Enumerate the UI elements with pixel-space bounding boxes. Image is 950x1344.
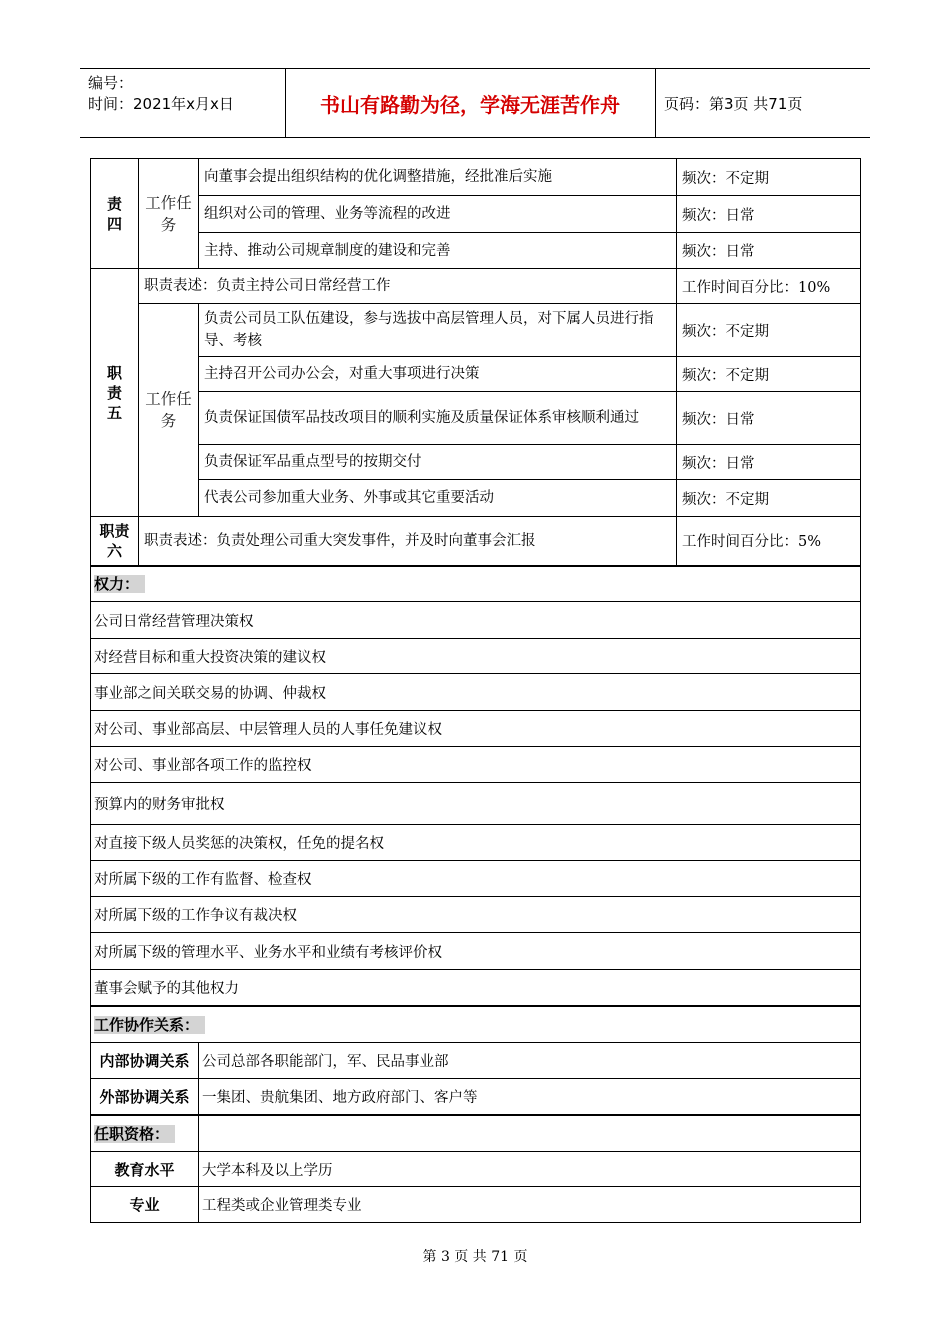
duty5-label: 职责五 xyxy=(91,269,139,517)
task-text: 负责保证军品重点型号的按期交付 xyxy=(199,445,677,480)
power-item: 预算内的财务审批权 xyxy=(91,783,861,825)
table-row xyxy=(91,196,861,233)
power-item: 对公司、事业部各项工作的监控权 xyxy=(91,747,861,783)
list-item xyxy=(91,970,861,1006)
table-row xyxy=(91,1079,861,1115)
task-frequency: 频次：日常 xyxy=(677,233,861,269)
task-text: 组织对公司的管理、业务等流程的改进 xyxy=(199,196,677,233)
table-row xyxy=(91,392,861,445)
power-item: 事业部之间关联交易的协调、仲裁权 xyxy=(91,674,861,711)
qualifications-heading-text: 任职资格： xyxy=(94,1125,175,1143)
header-page-number: 页码：第3页 共71页 xyxy=(664,94,803,113)
table-row xyxy=(91,233,861,269)
duty4-label: 责四 xyxy=(91,159,139,269)
list-item xyxy=(91,825,861,861)
task-text: 代表公司参加重大业务、外事或其它重要活动 xyxy=(199,480,677,517)
table-row xyxy=(91,566,861,602)
table-row xyxy=(91,517,861,566)
header-divider xyxy=(655,69,656,137)
duty5-description: 职责表述：负责主持公司日常经营工作 xyxy=(139,269,677,304)
education-label: 教育水平 xyxy=(91,1152,199,1187)
education-value: 大学本科及以上学历 xyxy=(199,1152,861,1187)
table-row xyxy=(91,1187,861,1223)
relations-heading xyxy=(91,1006,861,1043)
major-label: 专业 xyxy=(91,1187,199,1223)
power-item: 对公司、事业部高层、中层管理人员的人事任免建议权 xyxy=(91,711,861,747)
task-frequency: 频次：日常 xyxy=(677,196,861,233)
table-row xyxy=(91,445,861,480)
list-item xyxy=(91,711,861,747)
task-frequency: 频次：日常 xyxy=(677,445,861,480)
internal-relations-label: 内部协调关系 xyxy=(91,1043,199,1079)
duty6-time-percent: 工作时间百分比：5% xyxy=(677,517,861,566)
power-item: 对直接下级人员奖惩的决策权，任免的提名权 xyxy=(91,825,861,861)
list-item xyxy=(91,933,861,970)
header-meta xyxy=(88,73,288,115)
list-item xyxy=(91,897,861,933)
external-relations-label: 外部协调关系 xyxy=(91,1079,199,1115)
list-item xyxy=(91,783,861,825)
task-text: 负责公司员工队伍建设，参与选拔中高层管理人员，对下属人员进行指导、考核 xyxy=(199,304,677,357)
duty4-task-label: 工作任务 xyxy=(139,159,199,269)
internal-relations-value: 公司总部各职能部门，军、民品事业部 xyxy=(199,1043,861,1079)
power-item: 对所属下级的工作争议有裁决权 xyxy=(91,897,861,933)
task-frequency: 频次：日常 xyxy=(677,392,861,445)
duty6-label: 职责六 xyxy=(91,517,139,566)
duty5-task-label: 工作任务 xyxy=(139,304,199,517)
qualifications-heading xyxy=(91,1115,199,1152)
list-item xyxy=(91,861,861,897)
external-relations-value: 一集团、贵航集团、地方政府部门、客户等 xyxy=(199,1079,861,1115)
duty6-description: 职责表述：负责处理公司重大突发事件，并及时向董事会汇报 xyxy=(139,517,677,566)
table-row xyxy=(91,1043,861,1079)
doc-number: 编号： xyxy=(88,74,134,92)
power-item: 董事会赋予的其他权力 xyxy=(91,970,861,1006)
page-footer: 第 3 页 共 71 页 xyxy=(422,1249,528,1265)
major-value: 工程类或企业管理类专业 xyxy=(199,1187,861,1223)
job-description-table xyxy=(90,158,860,1223)
power-item: 对所属下级的管理水平、业务水平和业绩有考核评价权 xyxy=(91,933,861,970)
task-text: 主持召开公司办公会，对重大事项进行决策 xyxy=(199,357,677,392)
list-item xyxy=(91,747,861,783)
qualifications-heading-blank xyxy=(199,1115,861,1152)
list-item xyxy=(91,602,861,639)
list-item xyxy=(91,639,861,674)
page-header xyxy=(80,68,870,138)
table-row xyxy=(91,357,861,392)
header-motto: 书山有路勤为径，学海无涯苦作舟 xyxy=(320,92,620,117)
task-frequency: 频次：不定期 xyxy=(677,159,861,196)
power-item: 对经营目标和重大投资决策的建议权 xyxy=(91,639,861,674)
table-row xyxy=(91,304,861,357)
task-frequency: 频次：不定期 xyxy=(677,480,861,517)
task-text: 主持、推动公司规章制度的建设和完善 xyxy=(199,233,677,269)
task-text: 向董事会提出组织结构的优化调整措施，经批准后实施 xyxy=(199,159,677,196)
table-row xyxy=(91,480,861,517)
powers-heading-text: 权力： xyxy=(94,575,145,593)
duty5-time-percent: 工作时间百分比：10% xyxy=(677,269,861,304)
task-text: 负责保证国债军品技改项目的顺利实施及质量保证体系审核顺利通过 xyxy=(199,392,677,445)
doc-date: 时间：2021年x月x日 xyxy=(88,95,234,113)
relations-heading-text: 工作协作关系： xyxy=(94,1016,205,1034)
table-row xyxy=(91,269,861,304)
list-item xyxy=(91,674,861,711)
power-item: 对所属下级的工作有监督、检查权 xyxy=(91,861,861,897)
powers-heading xyxy=(91,566,861,602)
task-frequency: 频次：不定期 xyxy=(677,304,861,357)
power-item: 公司日常经营管理决策权 xyxy=(91,602,861,639)
table-row xyxy=(91,1115,861,1152)
table-row xyxy=(91,159,861,196)
table-row xyxy=(91,1006,861,1043)
task-frequency: 频次：不定期 xyxy=(677,357,861,392)
table-row xyxy=(91,1152,861,1187)
